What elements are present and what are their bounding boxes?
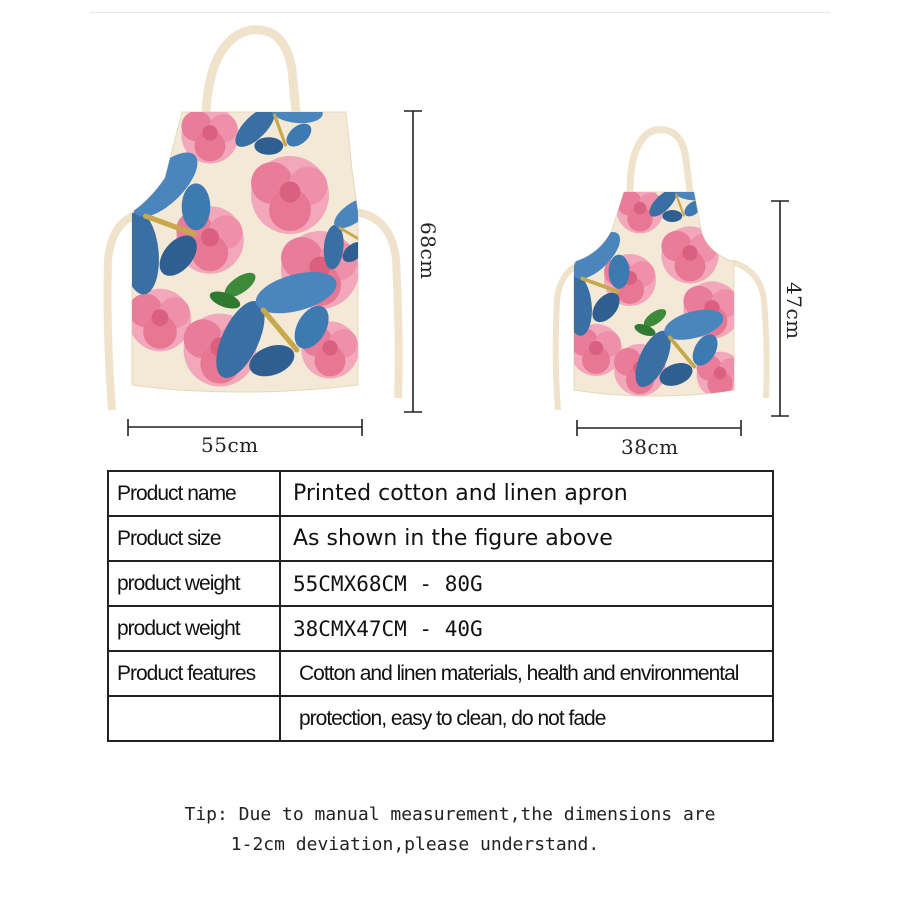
row-label: Product name bbox=[108, 471, 280, 516]
row-label: product weight bbox=[108, 561, 280, 606]
small-height-label: 47cm bbox=[782, 282, 806, 340]
neck-strap bbox=[206, 30, 296, 112]
table-row bbox=[108, 651, 773, 696]
large-width-label: 55cm bbox=[201, 433, 259, 457]
table-row bbox=[108, 561, 773, 606]
row-value: 55CMX68CM - 80G bbox=[280, 561, 773, 606]
table-row bbox=[108, 606, 773, 651]
table-row bbox=[108, 516, 773, 561]
row-value: 38CMX47CM - 40G bbox=[280, 606, 773, 651]
row-value: Cotton and linen materials, health and environmental bbox=[280, 651, 773, 696]
row-label: Product features bbox=[108, 651, 280, 696]
large-height-label: 68cm bbox=[416, 222, 440, 280]
tip-line-1: Tip: Due to manual measurement,the dimensions are bbox=[184, 804, 716, 825]
neck-strap-small bbox=[630, 130, 690, 192]
row-value: Printed cotton and linen apron bbox=[280, 471, 773, 516]
spec-table bbox=[107, 470, 774, 742]
waist-tie-right bbox=[356, 212, 399, 398]
large-apron bbox=[93, 30, 422, 436]
small-width-label: 38cm bbox=[621, 435, 679, 459]
small-apron bbox=[544, 130, 789, 436]
small-width-dimension bbox=[577, 420, 741, 436]
tip-line-2: 1-2cm deviation,please understand. bbox=[230, 834, 600, 855]
waist-tie-right-small bbox=[732, 262, 767, 398]
row-value: protection, easy to clean, do not fade bbox=[280, 696, 773, 741]
table-row bbox=[108, 471, 773, 516]
tip-note bbox=[0, 800, 900, 860]
row-label bbox=[108, 696, 280, 741]
row-label: Product size bbox=[108, 516, 280, 561]
row-label: product weight bbox=[108, 606, 280, 651]
table-row bbox=[108, 696, 773, 741]
row-value: As shown in the figure above bbox=[280, 516, 773, 561]
